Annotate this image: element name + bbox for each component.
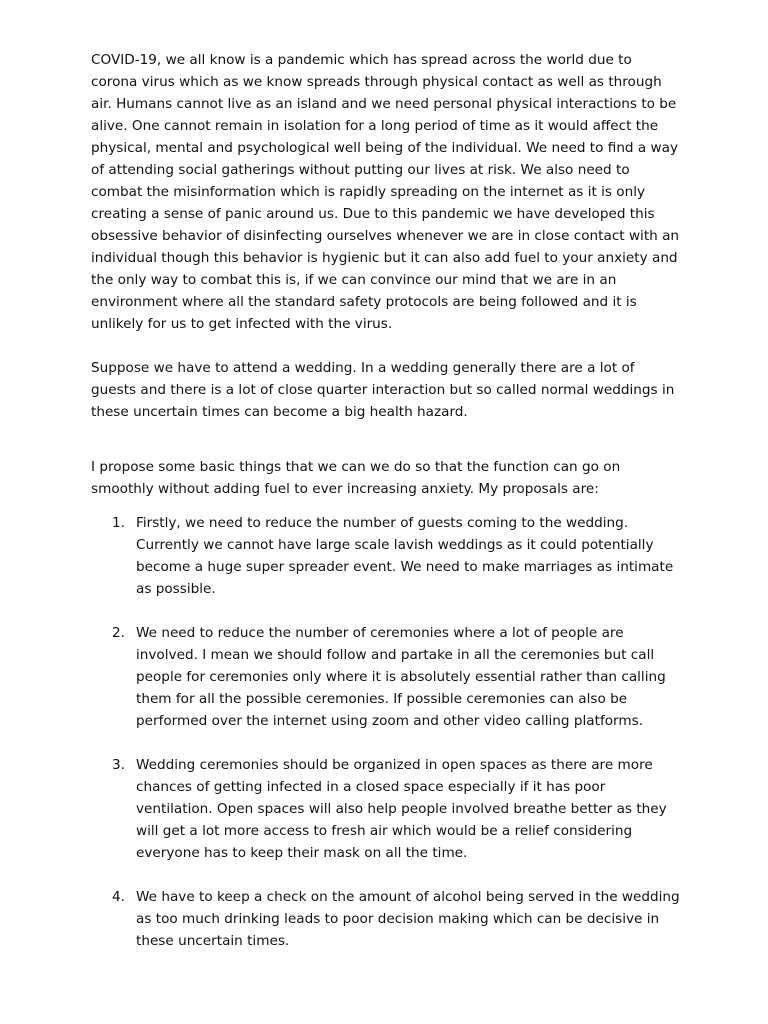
proposal-text: We have to keep a check on the amount of alcohol being served in the wedding as too much drinking leads to poor decision making which can be decisive in these uncertain times.	[136, 889, 680, 949]
proposal-intro-paragraph: I propose some basic things that we can we do so that the function can go on smoothly without adding fuel to ever increasing anxiety. My proposals are:	[91, 459, 621, 497]
proposal-number: 3.	[112, 757, 125, 773]
proposal-text: Firstly, we need to reduce the number of guests coming to the wedding. Currently we cannot have large scale lavish weddings as it could potentially become a huge super spreader event. We need to make marriages as intimate as possible.	[136, 515, 674, 597]
proposal-item-1	[91, 512, 680, 600]
wedding-paragraph: Suppose we have to attend a wedding. In a wedding generally there are a lot of guests and there is a lot of close quarter interaction but so called normal weddings in these uncertain times can become a big health hazard.	[91, 360, 675, 420]
proposal-text: We need to reduce the number of ceremonies where a lot of people are involved. I mean we should follow and partake in all the ceremonies but call people for ceremonies only where it is absolutely essential rather than calling them for all the possible ceremonies. If possible ceremonies can also be performed over the internet using zoom and other video calling platforms.	[136, 625, 666, 729]
proposal-number: 2.	[112, 625, 125, 641]
proposal-item-4	[91, 886, 680, 952]
proposal-number: 4.	[112, 889, 125, 905]
proposal-item-2	[91, 622, 680, 732]
intro-paragraph: COVID-19, we all know is a pandemic which has spread across the world due to corona virus which as we know spreads through physical contact as well as through air. Humans cannot live as an island and we need personal physical interactions to be alive. One cannot remain in isolation for a long period of time as it would affect the physical, mental and psychological well being of the individual. We need to find a way of attending social gatherings without putting our lives at risk. We also need to combat the misinformation which is rapidly spreading on the internet as it is only creating a sense of panic around us. Due to this pandemic we have developed this obsessive behavior of disinfecting ourselves whenever we are in close contact with an individual though this behavior is hygienic but it can also add fuel to your anxiety and the only way to combat this is, if we can convince our mind that we are in an environment where all the standard safety protocols are being followed and it is unlikely for us to get infected with the virus.	[91, 52, 680, 332]
proposal-list	[91, 512, 680, 952]
proposal-text: Wedding ceremonies should be organized in open spaces as there are more chances of getting infected in a closed space especially if it has poor ventilation. Open spaces will also help people involved breathe better as they will get a lot more access to fresh air which would be a relief considering everyone has to keep their mask on all the time.	[136, 757, 667, 861]
proposal-number: 1.	[112, 515, 125, 531]
proposal-item-3	[91, 754, 680, 864]
